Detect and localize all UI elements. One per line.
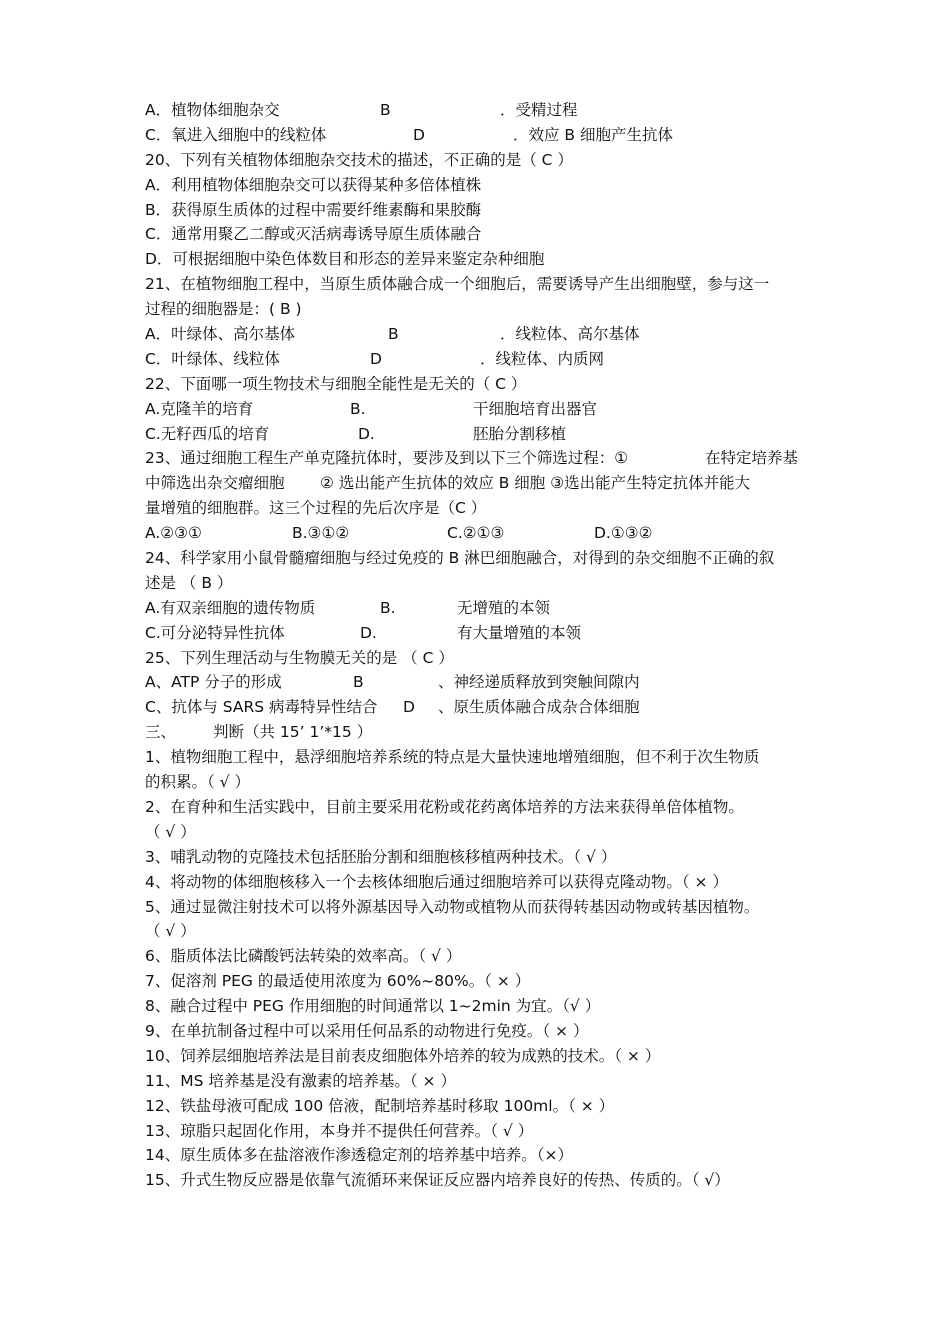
q23-option-d: D.①③② [594,524,653,543]
q24-option-d-text: 有大量增殖的本领 [457,623,582,642]
q25-stem: 25、下列生理活动与生物膜无关的是 （ C ） [145,648,454,667]
q20-option-b: B．获得原生质体的过程中需要纤维素酶和果胶酶 [145,200,482,219]
q23-option-c: C.②①③ [447,524,505,543]
q25-option-d-text: 、原生质体融合成杂合体细胞 [438,698,640,717]
q21-stem-line-1: 21、在植物细胞工程中，当原生质体融合成一个细胞后，需要诱导产生出细胞壁，参与这一 [145,275,770,294]
q25-option-b-letter: B [353,673,364,692]
q21-option-c: C．叶绿体、线粒体 [145,349,280,368]
q23-options-row [145,521,825,546]
q23-stem-2a: 中筛选出杂交瘤细胞 [145,474,285,493]
judgment-12: 12、铁盐母液可配成 100 倍液，配制培养基时移取 100ml。（ × ） [145,1096,615,1115]
q19-option-b-letter: B [380,101,391,119]
judgment-4: 4、将动物的体细胞核移入一个去核体细胞后通过细胞培养可以获得克隆动物。（ × ） [145,872,728,891]
q21-option-b-letter: B [388,325,399,344]
q24-options-row-2 [145,621,825,646]
q21-stem-line-2: 过程的细胞器是：( B ) [145,300,302,319]
judgment-1-line-2: 的积累。（ √ ） [145,773,250,792]
q20-option-a: A．利用植物体细胞杂交可以获得某种多倍体植株 [145,175,482,194]
q23-stem-2b: ② 选出能产生抗体的效应 B 细胞 ③选出能产生特定抗体并能大 [320,474,751,493]
q24-option-b-letter: B. [380,598,396,617]
judgment-5-line-2: （ √ ） [145,922,196,941]
q23-option-b: B.③①② [292,524,350,543]
q23-stem-line-1 [145,446,825,471]
document-page [145,98,825,1193]
judgment-1-line-1: 1、植物细胞工程中，悬浮细胞培养系统的特点是大量快速地增殖细胞，但不利于次生物质 [145,748,760,767]
q25-option-a: A、ATP 分子的形成 [145,673,282,692]
judgment-13: 13、琼脂只起固化作用，本身并不提供任何营养。（ √ ） [145,1121,534,1140]
q24-option-b-text: 无增殖的本领 [457,598,551,617]
q21-option-d-text: ．线粒体、内质网 [480,349,605,368]
judgment-3: 3、哺乳动物的克隆技术包括胚胎分割和细胞核移植两种技术。（ √ ） [145,847,617,866]
q20-stem: 20、下列有关植物体细胞杂交技术的描述，不正确的是（ C ） [145,150,573,169]
q22-option-d-letter: D. [358,424,375,443]
q21-option-b-text: ．线粒体、高尔基体 [500,325,640,344]
q20-option-c: C．通常用聚乙二醇或灭活病毒诱导原生质体融合 [145,225,482,244]
q19-options-row-1 [145,98,825,123]
q24-stem-line-1: 24、科学家用小鼠骨髓瘤细胞与经过免疫的 B 淋巴细胞融合，对得到的杂交细胞不正确的叙 [145,549,775,568]
judgment-10: 10、饲养层细胞培养法是目前表皮细胞体外培养的较为成熟的技术。（ × ） [145,1046,661,1065]
q24-option-a: A.有双亲细胞的遗传物质 [145,598,316,617]
q21-options-row-2 [145,347,825,372]
judgment-9: 9、在单抗制备过程中可以采用任何品系的动物进行免疫。（ × ） [145,1021,589,1040]
q21-option-a: A．叶绿体、高尔基体 [145,325,296,344]
section-3-number: 三、 [145,723,177,742]
q23-stem-1a: 23、通过细胞工程生产单克隆抗体时，要涉及到以下三个筛选过程：① [145,449,629,468]
q22-option-b-letter: B. [350,399,366,418]
section-3-heading [145,720,825,745]
q19-option-c: C．氧进入细胞中的线粒体 [145,125,327,144]
judgment-15: 15、升式生物反应器是依靠气流循环来保证反应器内培养良好的传热、传质的。（ √） [145,1171,730,1190]
q22-option-b-text: 干细胞培育出器官 [473,399,598,418]
q19-option-d-letter: D [413,125,425,144]
judgment-2-line-2: （ √ ） [145,822,196,841]
q22-options-row-1 [145,397,825,422]
q25-options-row-2 [145,695,825,720]
q19-option-b-text: ．受精过程 [500,101,578,119]
judgment-7: 7、促溶剂 PEG 的最适使用浓度为 60%~80%。（ × ） [145,972,531,991]
q19-option-a: A．植物体细胞杂交 [145,101,280,119]
judgment-11: 11、MS 培养基是没有激素的培养基。（ × ） [145,1071,456,1090]
judgment-6: 6、脂质体法比磷酸钙法转染的效率高。（ √ ） [145,947,462,966]
judgment-8: 8、融合过程中 PEG 作用细胞的时间通常以 1~2min 为宜。（√ ） [145,997,601,1016]
q24-option-c: C.可分泌特异性抗体 [145,623,285,642]
judgment-5-line-1: 5、通过显微注射技术可以将外源基因导入动物或植物从而获得转基因动物或转基因植物。 [145,897,760,916]
q25-option-b-text: 、神经递质释放到突触间隙内 [438,673,640,692]
q22-options-row-2 [145,422,825,447]
q21-options-row-1 [145,322,825,347]
q25-option-d-letter: D [403,698,415,717]
q23-stem-line-2 [145,471,825,496]
q19-options-row-2 [145,123,825,148]
judgment-14: 14、原生质体多在盐溶液作渗透稳定剂的培养基中培养。（×） [145,1146,573,1165]
q22-stem: 22、下面哪一项生物技术与细胞全能性是无关的（ C ） [145,374,527,393]
q25-option-c: C、抗体与 SARS 病毒特异性结合 [145,698,378,717]
q23-stem-line-3: 量增殖的细胞群。这三个过程的先后次序是（C ） [145,499,487,518]
q19-option-d-text: ．效应 B 细胞产生抗体 [513,125,673,144]
q21-option-d-letter: D [370,349,382,368]
q20-option-d: D．可根据细胞中染色体数目和形态的差异来鉴定杂种细胞 [145,250,545,269]
section-3-title: 判断（共 15’ 1’*15 ） [213,723,373,742]
q22-option-a: A.克隆羊的培育 [145,399,254,418]
q25-options-row-1 [145,670,825,695]
q23-stem-1b: 在特定培养基 [705,449,799,468]
q22-option-d-text: 胚胎分割移植 [473,424,567,443]
q24-stem-line-2: 述是 （ B ） [145,573,233,592]
judgment-2-line-1: 2、在育种和生活实践中，目前主要采用花粉或花药离体培养的方法来获得单倍体植物。 [145,797,744,816]
q22-option-c: C.无籽西瓜的培育 [145,424,270,443]
q24-options-row-1 [145,596,825,621]
q23-option-a: A.②③① [145,524,202,543]
q24-option-d-letter: D. [360,623,377,642]
